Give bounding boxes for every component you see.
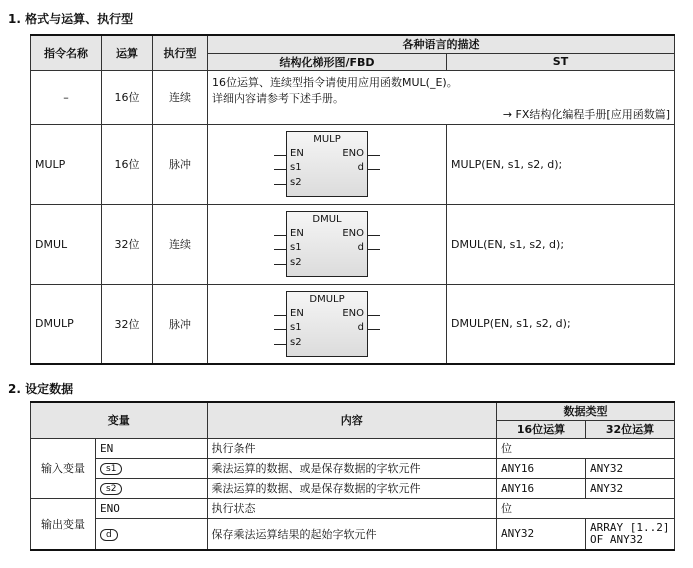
header-content: 内容: [207, 402, 496, 438]
data-type-32: ANY32: [586, 458, 675, 478]
variable-name: s2: [100, 483, 122, 495]
instruction-name: –: [31, 70, 102, 124]
variable-content: 保存乘法运算结果的起始字软元件: [207, 518, 496, 550]
header-language-desc: 各种语言的描述: [208, 35, 675, 53]
operation-bits: 32位: [102, 204, 153, 284]
fbd-block: [286, 211, 368, 277]
fbd-block-name: DMUL: [312, 214, 342, 225]
pin-en: EN: [290, 228, 304, 239]
exec-type: 连续: [153, 204, 208, 284]
st-code: DMULP(EN, s1, s2, d);: [447, 284, 675, 364]
pin-eno: ENO: [342, 307, 364, 319]
variable-name: EN: [96, 438, 208, 458]
table-row: [31, 124, 675, 204]
section-title-format: 1. 格式与运算、执行型: [8, 12, 134, 26]
pin-s2: s2: [290, 336, 302, 348]
table-row: [31, 498, 675, 518]
table-row: [31, 204, 675, 284]
header-st: ST: [447, 53, 675, 70]
header-ladder-fbd: 结构化梯形图/FBD: [208, 53, 447, 70]
variable-name: ENO: [96, 498, 208, 518]
st-code: MULP(EN, s1, s2, d);: [447, 124, 675, 204]
header-32bit: 32位运算: [586, 420, 675, 438]
pin-d: d: [357, 321, 364, 333]
header-exec-type: 执行型: [153, 35, 208, 70]
data-type-32-line2: OF ANY32: [590, 532, 643, 546]
output-variable-label: 输出变量: [31, 498, 96, 550]
header-instruction-name: 指令名称: [31, 35, 102, 70]
operation-bits: 32位: [102, 284, 153, 364]
variable-content: 执行条件: [207, 438, 496, 458]
variable-name: d: [100, 529, 118, 541]
desc-line-1: 16位运算、连续型指令请使用应用函数MUL(_E)。: [212, 75, 458, 89]
table-row: [31, 284, 675, 364]
data-type-32: ANY32: [586, 478, 675, 498]
variable-content: 乘法运算的数据、或是保存数据的字软元件: [207, 458, 496, 478]
data-type-16: ANY16: [497, 458, 586, 478]
instruction-name: DMUL: [31, 204, 102, 284]
operation-bits: 16位: [102, 124, 153, 204]
exec-type: 脉冲: [153, 124, 208, 204]
variable-content: 执行状态: [207, 498, 496, 518]
fbd-block-name: MULP: [313, 134, 341, 145]
pin-eno: ENO: [342, 228, 364, 239]
pin-en: EN: [290, 307, 304, 319]
pin-s2: s2: [290, 177, 302, 188]
pin-s1: s1: [290, 242, 302, 253]
table-row: [31, 458, 675, 478]
table-row: [31, 438, 675, 458]
pin-s1: s1: [290, 321, 302, 333]
header-data-type: 数据类型: [497, 402, 675, 420]
format-table: [30, 34, 675, 365]
section-title-settings: 2. 设定数据: [8, 382, 74, 396]
data-type-16: 位: [497, 498, 675, 518]
fbd-block-name: DMULP: [309, 293, 345, 305]
data-type-16: ANY16: [497, 478, 586, 498]
pin-eno: ENO: [342, 148, 364, 159]
table-row: [31, 478, 675, 498]
exec-type: 连续: [153, 70, 208, 124]
pin-d: d: [357, 162, 364, 173]
settings-table: [30, 401, 675, 551]
input-variable-label: 输入变量: [31, 438, 96, 498]
fbd-block: [286, 131, 368, 197]
instruction-name: DMULP: [31, 284, 102, 364]
desc-line-2: 详细内容请参考下述手册。: [212, 91, 344, 105]
variable-content: 乘法运算的数据、或是保存数据的字软元件: [207, 478, 496, 498]
data-type-16: 位: [497, 438, 675, 458]
variable-name: s1: [100, 463, 122, 475]
header-16bit: 16位运算: [497, 420, 586, 438]
data-type-16: ANY32: [497, 518, 586, 550]
table-row: [31, 70, 675, 124]
header-variable: 变量: [31, 402, 208, 438]
instruction-name: MULP: [31, 124, 102, 204]
operation-bits: 16位: [102, 70, 153, 124]
exec-type: 脉冲: [153, 284, 208, 364]
pin-d: d: [357, 242, 364, 253]
header-operation: 运算: [102, 35, 153, 70]
pin-s2: s2: [290, 257, 302, 268]
st-code: DMUL(EN, s1, s2, d);: [447, 204, 675, 284]
data-type-32-line1: ARRAY [1..2]: [590, 520, 670, 534]
pin-en: EN: [290, 148, 304, 159]
fbd-block: [286, 291, 368, 357]
manual-reference-link[interactable]: → FX结构化编程手册[应用函数篇]: [502, 107, 670, 121]
pin-s1: s1: [290, 162, 302, 173]
table-row: [31, 518, 675, 550]
